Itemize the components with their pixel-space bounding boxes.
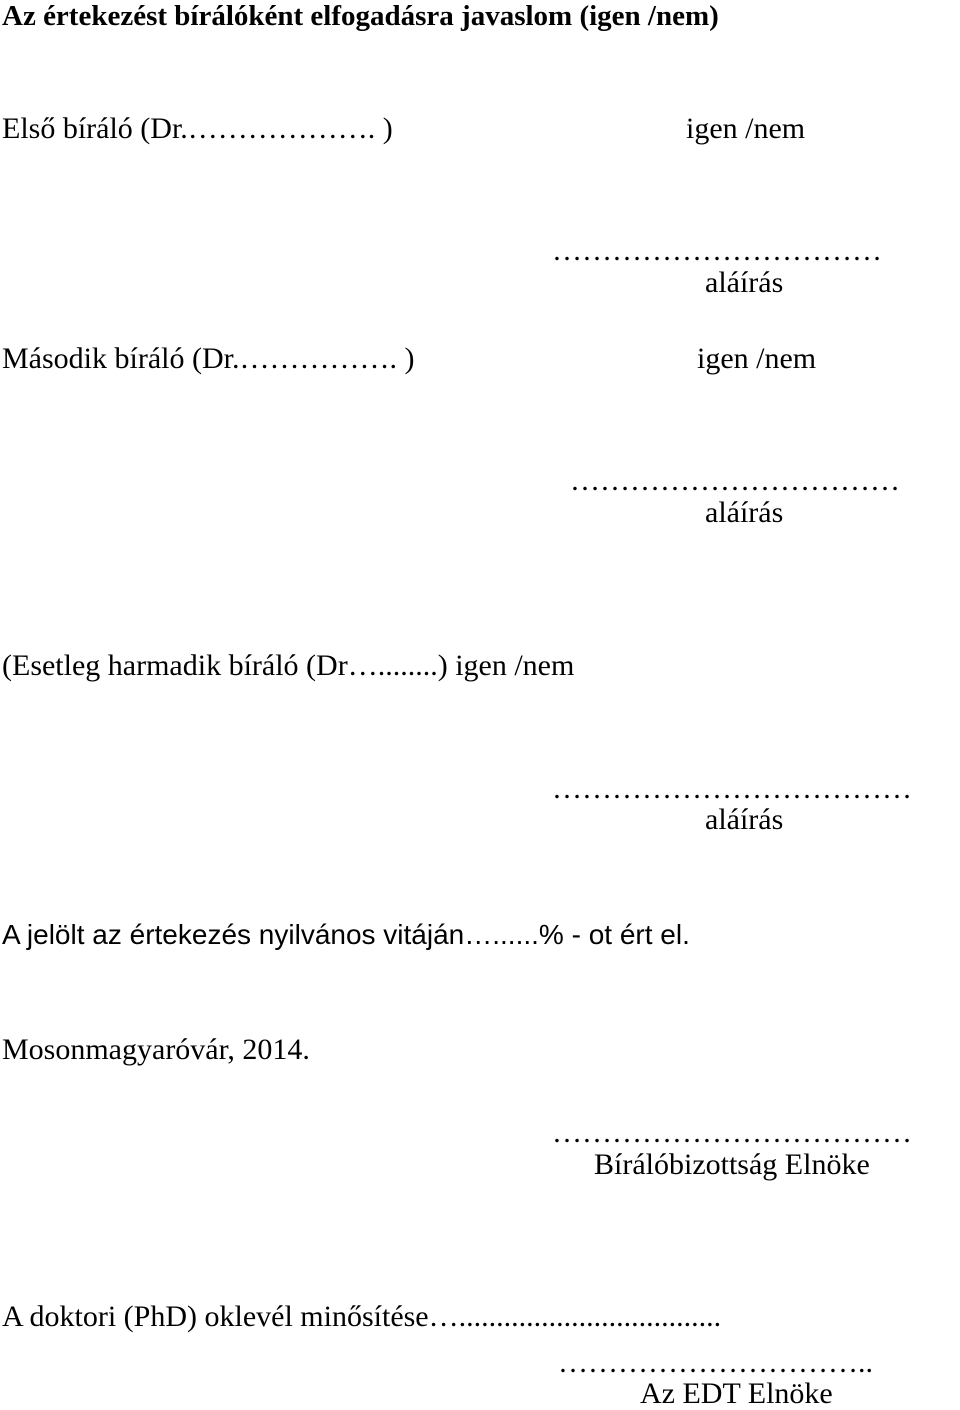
edt-chair-title: Az EDT Elnöke — [640, 1377, 833, 1410]
reviewer-2-signature-label: aláírás — [705, 496, 784, 529]
reviewer-3-signature-label: aláírás — [705, 803, 784, 836]
place-date: Mosonmagyaróvár, 2014. — [2, 1033, 310, 1066]
reviewer-3-label: (Esetleg harmadik bíráló (Dr…........) igen /nem — [2, 649, 575, 682]
page-heading: Az értekezést bírálóként elfogadásra javaslom (igen /nem) — [2, 0, 719, 32]
reviewer-1-label: Első bíráló (Dr.………………. ) — [2, 112, 393, 145]
committee-chair-title: Bírálóbizottság Elnöke — [594, 1148, 870, 1181]
reviewer-3-signature-line: ……………………………… — [552, 772, 912, 805]
reviewer-1-signature-label: aláírás — [705, 266, 784, 299]
defense-result: A jelölt az értekezés nyilvános vitáján…......% - ot ért el. — [2, 919, 690, 950]
reviewer-2-signature-line: …………………………… — [570, 464, 900, 497]
phd-qualification: A doktori (PhD) oklevél minősítése…................................... — [2, 1300, 722, 1333]
reviewer-1-signature-line: …………………………… — [552, 234, 882, 267]
reviewer-1-answer: igen /nem — [686, 112, 806, 145]
committee-signature-line: ……………………………… — [552, 1116, 912, 1149]
reviewer-2-answer: igen /nem — [697, 342, 817, 375]
reviewer-2-label: Második bíráló (Dr.……………. ) — [2, 342, 415, 375]
edt-signature-line: ………………………….. — [558, 1346, 873, 1379]
